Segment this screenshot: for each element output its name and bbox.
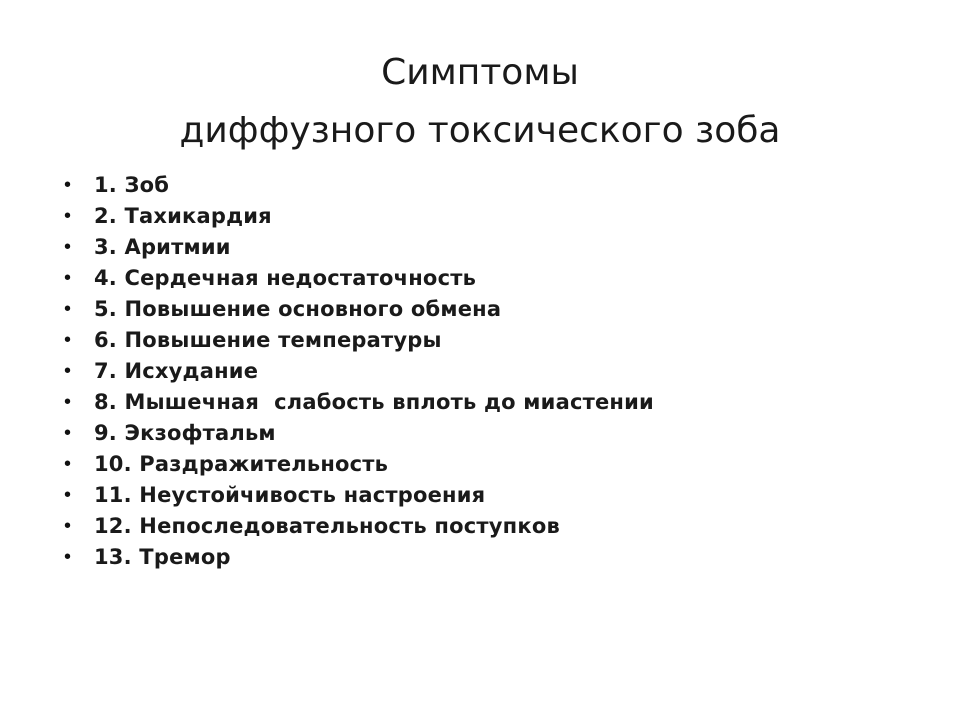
bullet-icon: • [64,453,72,475]
list-item-text: 4. Сердечная недостаточность [94,266,477,290]
list-item [62,449,922,480]
bullet-icon: • [64,298,72,320]
list-item [62,418,922,449]
symptom-list [62,170,922,573]
list-item-text: 13. Тремор [94,545,231,569]
list-item-text: 5. Повышение основного обмена [94,297,502,321]
list-item [62,387,922,418]
bullet-icon: • [64,484,72,506]
bullet-icon: • [64,174,72,196]
bullet-icon: • [64,391,72,413]
title-line-2: диффузного токсического зоба [179,110,781,151]
list-item-text: 8. Мышечная слабость вплоть до миастении [94,390,654,414]
list-item-text: 9. Экзофтальм [94,421,276,445]
bullet-icon: • [64,546,72,568]
list-item-text: 1. Зоб [94,173,170,197]
list-item [62,325,922,356]
list-item [62,542,922,573]
list-item-text: 3. Аритмии [94,235,231,259]
bullet-icon: • [64,267,72,289]
list-item [62,170,922,201]
slide-title [0,44,960,160]
list-item-text: 2. Тахикардия [94,204,272,228]
list-item-text: 11. Неустойчивость настроения [94,483,486,507]
list-item-text: 10. Раздражительность [94,452,389,476]
bullet-icon: • [64,205,72,227]
list-item [62,294,922,325]
list-item [62,263,922,294]
list-item [62,232,922,263]
list-item [62,201,922,232]
bullet-icon: • [64,360,72,382]
bullet-icon: • [64,236,72,258]
bullet-icon: • [64,329,72,351]
bullet-icon: • [64,515,72,537]
list-item-text: 12. Непоследовательность поступков [94,514,560,538]
list-item-text: 6. Повышение температуры [94,328,442,352]
list-item-text: 7. Исхудание [94,359,259,383]
bullet-icon: • [64,422,72,444]
list-item [62,480,922,511]
title-line-1: Симптомы [381,52,579,93]
list-item [62,356,922,387]
list-item [62,511,922,542]
